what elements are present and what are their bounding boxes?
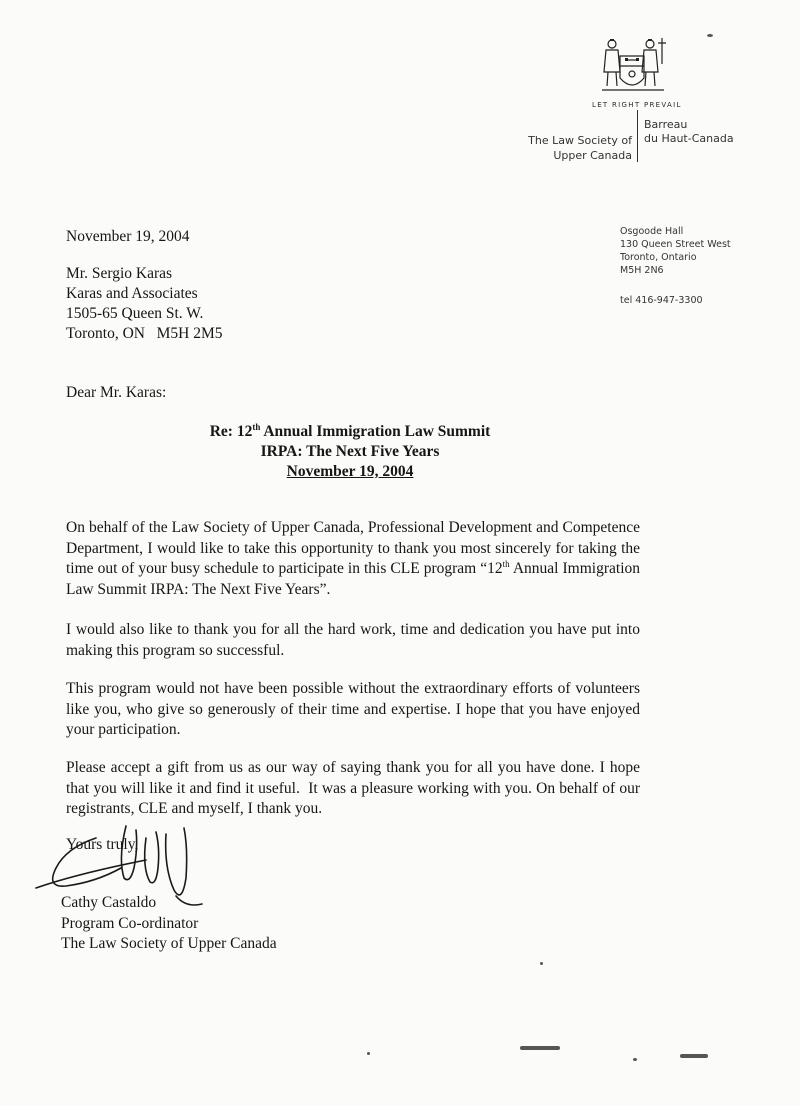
scan-speck [633, 1058, 637, 1061]
subject-rest: Annual Immigration Law Summit [260, 423, 491, 440]
subject-line [150, 422, 550, 482]
scan-speck [367, 1052, 370, 1055]
org-fr-line1: Barreau [644, 118, 688, 131]
paragraph-hard-work: I would also like to thank you for all the hard work, time and dedication you have put into making this program so successful. [66, 621, 640, 659]
recipient-address [66, 264, 223, 344]
scan-speck [680, 1054, 708, 1058]
recipient-city: Toronto, ON M5H 2M5 [66, 325, 223, 342]
paragraph-thanks [66, 518, 644, 600]
recipient-name: Mr. Sergio Karas [66, 265, 173, 282]
recipient-street: 1505-65 Queen St. W. [66, 305, 204, 322]
organization-name-french [644, 118, 734, 146]
paragraph-gift: Please accept a gift from us as our way of saying thank you for all you have done. I hope that you will like it and find it useful. It was a pleasure working with you. On behalf of our registrants, CLE and myself, I thank you. [66, 759, 644, 817]
sender-address [620, 225, 731, 307]
org-fr-line2: du Haut-Canada [644, 132, 734, 145]
address-line1: Osgoode Hall [620, 226, 684, 237]
org-en-line2: Upper Canada [553, 149, 632, 162]
paragraph-volunteers: This program would not have been possible without the extraordinary efforts of volunteers like you, who give so generously of their time and expertise. I hope that you have enjoyed your participation. [66, 680, 640, 738]
signer-name: Cathy Castaldo [61, 894, 157, 911]
letter-date: November 19, 2004 [66, 228, 190, 245]
recipient-firm: Karas and Associates [66, 285, 198, 302]
address-line2: 130 Queen Street West [620, 239, 731, 250]
address-line4: M5H 2N6 [620, 265, 664, 276]
subject-prefix: Re: 12 [209, 423, 253, 440]
paragraph-1-text-end: Annual Immigration Law Summit IRPA: The Next Five Years”. [66, 560, 644, 598]
scan-speck [520, 1046, 560, 1050]
scan-speck [540, 962, 543, 965]
scan-speck [707, 34, 713, 37]
subject-date: November 19, 2004 [286, 463, 414, 480]
letterhead-divider [637, 110, 638, 162]
law-society-crest-icon [598, 34, 668, 102]
motto: LET RIGHT PREVAIL [592, 101, 682, 109]
organization-name-english [520, 133, 632, 163]
closing: Yours truly, [66, 836, 139, 853]
signer-title: Program Co-ordinator [61, 914, 199, 932]
subject-title [150, 422, 550, 442]
signature-block [61, 893, 277, 955]
subject-superscript: th [252, 421, 261, 432]
paragraph-1-superscript: th [502, 558, 510, 569]
paragraph-1-text: On behalf of the Law Society of Upper Canada, Professional Development and Competence Department, I would like to take this opportunity to thank you most sincerely for taking the time out of your busy schedule to participate in this CLE program “12 [66, 519, 640, 577]
salutation: Dear Mr. Karas: [66, 384, 167, 401]
signer-organization: The Law Society of Upper Canada [61, 935, 277, 952]
org-en-line1: The Law Society of [528, 134, 632, 147]
address-line3: Toronto, Ontario [620, 252, 697, 263]
telephone: tel 416-947-3300 [620, 295, 703, 306]
subject-program: IRPA: The Next Five Years [260, 443, 440, 460]
